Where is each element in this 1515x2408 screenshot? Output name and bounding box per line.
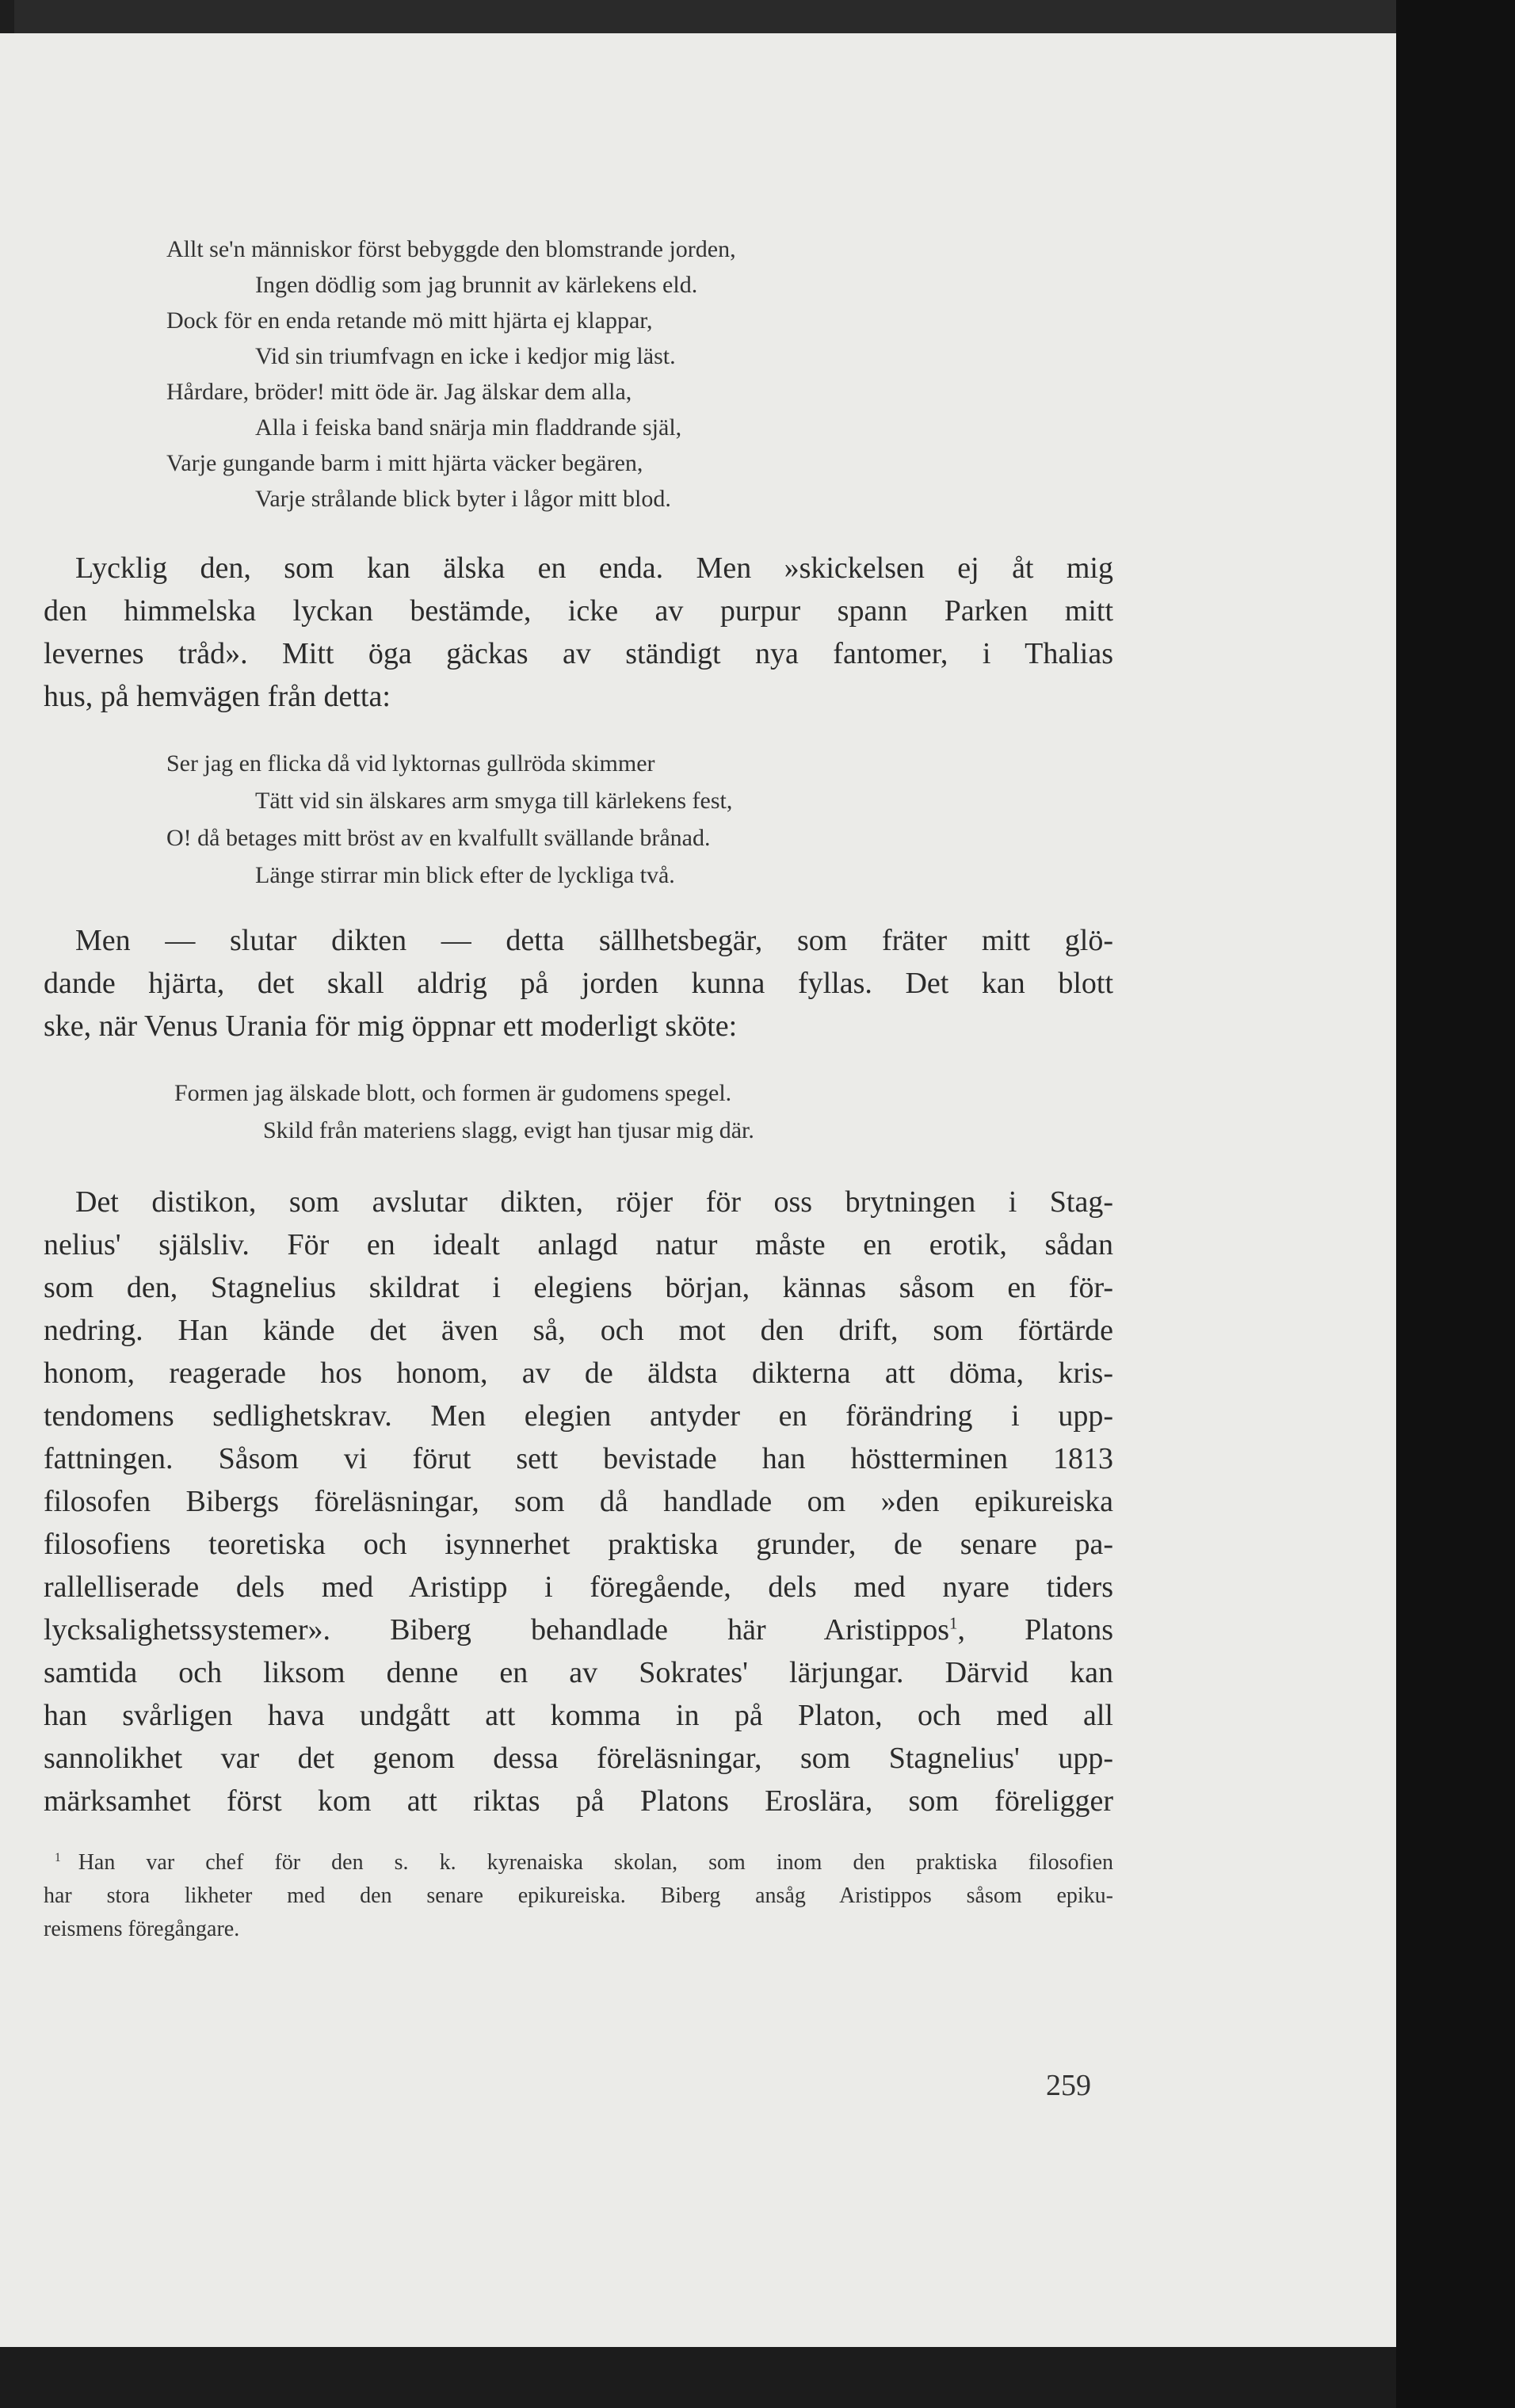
paragraph-line-tail: , Platons: [957, 1613, 1113, 1647]
paragraph-line: nedring. Han kände det även så, och mot den drift, som förtärde: [44, 1314, 1113, 1347]
verse-line: Alla i feiska band snärja min fladdrande själ,: [255, 414, 682, 441]
verse-line: Varje gungande barm i mitt hjärta väcker begären,: [166, 450, 643, 476]
paragraph-line: rallelliserade dels med Aristipp i föregående, dels med nyare tiders: [44, 1570, 1113, 1604]
paragraph-line: nelius' själsliv. För en idealt anlagd natur måste en erotik, sådan: [44, 1228, 1113, 1261]
verse-line: Tätt vid sin älskares arm smyga till kärlekens fest,: [255, 788, 733, 814]
paragraph-line: han svårligen hava undgått att komma in på Platon, och med all: [44, 1699, 1113, 1732]
paragraph-line: den himmelska lyckan bestämde, icke av purpur spann Parken mitt: [44, 594, 1113, 628]
paragraph-line: tendomens sedlighetskrav. Men elegien antyder en förändring i upp-: [44, 1399, 1113, 1433]
paragraph-line: som den, Stagnelius skildrat i elegiens början, kännas såsom en för-: [44, 1271, 1113, 1304]
footnote-line: [44, 1846, 1113, 1879]
verse-block-1: [166, 231, 1113, 517]
verse-line: Formen jag älskade blott, och formen är gudomens spegel.: [174, 1080, 732, 1106]
verse-line: Vid sin triumfvagn en icke i kedjor mig läst.: [255, 343, 676, 369]
paragraph-line: dande hjärta, det skall aldrig på jorden kunna fyllas. Det kan blott: [44, 967, 1113, 1000]
verse-line: Ser jag en flicka då vid lyktornas gullröda skimmer: [166, 750, 655, 777]
verse-line: Allt se'n människor först bebyggde den blomstrande jorden,: [166, 236, 736, 262]
paragraph-2: [44, 919, 1113, 1048]
paragraph-line: filosofen Bibergs föreläsningar, som då handlade om »den epikureiska: [44, 1485, 1113, 1518]
paragraph-line: ske, när Venus Urania för mig öppnar ett moderligt sköte:: [44, 1009, 738, 1043]
paragraph-line: filosofiens teoretiska och isynnerhet praktiska grunder, de senare pa-: [44, 1528, 1113, 1561]
paragraph-3: [44, 1181, 1113, 1822]
paragraph-line: märksamhet först kom att riktas på Platons Eroslära, som föreligger: [44, 1784, 1113, 1818]
footnote-reference[interactable]: 1: [949, 1613, 958, 1633]
verse-line: Skild från materiens slagg, evigt han tjusar mig där.: [263, 1117, 754, 1143]
paragraph-line-with-footnote: [44, 1609, 1113, 1651]
scan-bottom-border: [0, 2347, 1396, 2408]
verse-line: O! då betages mitt bröst av en kvalfullt svällande brånad.: [166, 825, 711, 851]
paragraph-line: honom, reagerade hos honom, av de äldsta dikterna att döma, kris-: [44, 1357, 1113, 1390]
page-number: 259: [1046, 2069, 1091, 2102]
paragraph-line: levernes tråd». Mitt öga gäckas av ständigt nya fantomer, i Thalias: [44, 637, 1113, 670]
verse-line: Dock för en enda retande mö mitt hjärta ej klappar,: [166, 307, 653, 334]
verse-line: Varje strålande blick byter i lågor mitt blod.: [255, 486, 671, 512]
verse-block-3: [174, 1074, 1113, 1149]
verse-block-2: [166, 745, 1113, 894]
footnote-marker: 1: [55, 1850, 61, 1864]
paragraph-line: hus, på hemvägen från detta:: [44, 680, 391, 713]
paragraph-line: fattningen. Såsom vi förut sett bevistade han höstterminen 1813: [44, 1442, 1113, 1475]
book-page: [0, 33, 1396, 2347]
footnote-text: Han var chef för den s. k. kyrenaiska skolan, som inom den praktiska filosofien: [78, 1850, 1113, 1875]
paragraph-line-text: lycksalighetssystemer». Biberg behandlade här Aristippos: [44, 1613, 950, 1647]
footnote: [44, 1846, 1113, 1946]
footnote-line: har stora likheter med den senare epikureiska. Biberg ansåg Aristippos såsom epiku-: [44, 1883, 1113, 1908]
verse-line: Länge stirrar min blick efter de lyckliga två.: [255, 862, 675, 888]
paragraph-line: Men — slutar dikten — detta sällhetsbegär, som fräter mitt glö-: [75, 924, 1113, 957]
footnote-line: reismens föregångare.: [44, 1917, 240, 1941]
scan-right-border: [1396, 0, 1515, 2408]
paragraph-line: sannolikhet var det genom dessa föreläsningar, som Stagnelius' upp-: [44, 1742, 1113, 1775]
paragraph-line: Lycklig den, som kan älska en enda. Men »skickelsen ej åt mig: [75, 551, 1113, 585]
paragraph-line: Det distikon, som avslutar dikten, röjer för oss brytningen i Stag-: [75, 1185, 1113, 1219]
paragraph-1: [44, 547, 1113, 718]
paragraph-line: samtida och liksom denne en av Sokrates' lärjungar. Därvid kan: [44, 1656, 1113, 1689]
verse-line: Ingen dödlig som jag brunnit av kärlekens eld.: [255, 272, 698, 298]
verse-line: Hårdare, bröder! mitt öde är. Jag älskar dem alla,: [166, 379, 632, 405]
page-content: [44, 231, 1113, 1946]
